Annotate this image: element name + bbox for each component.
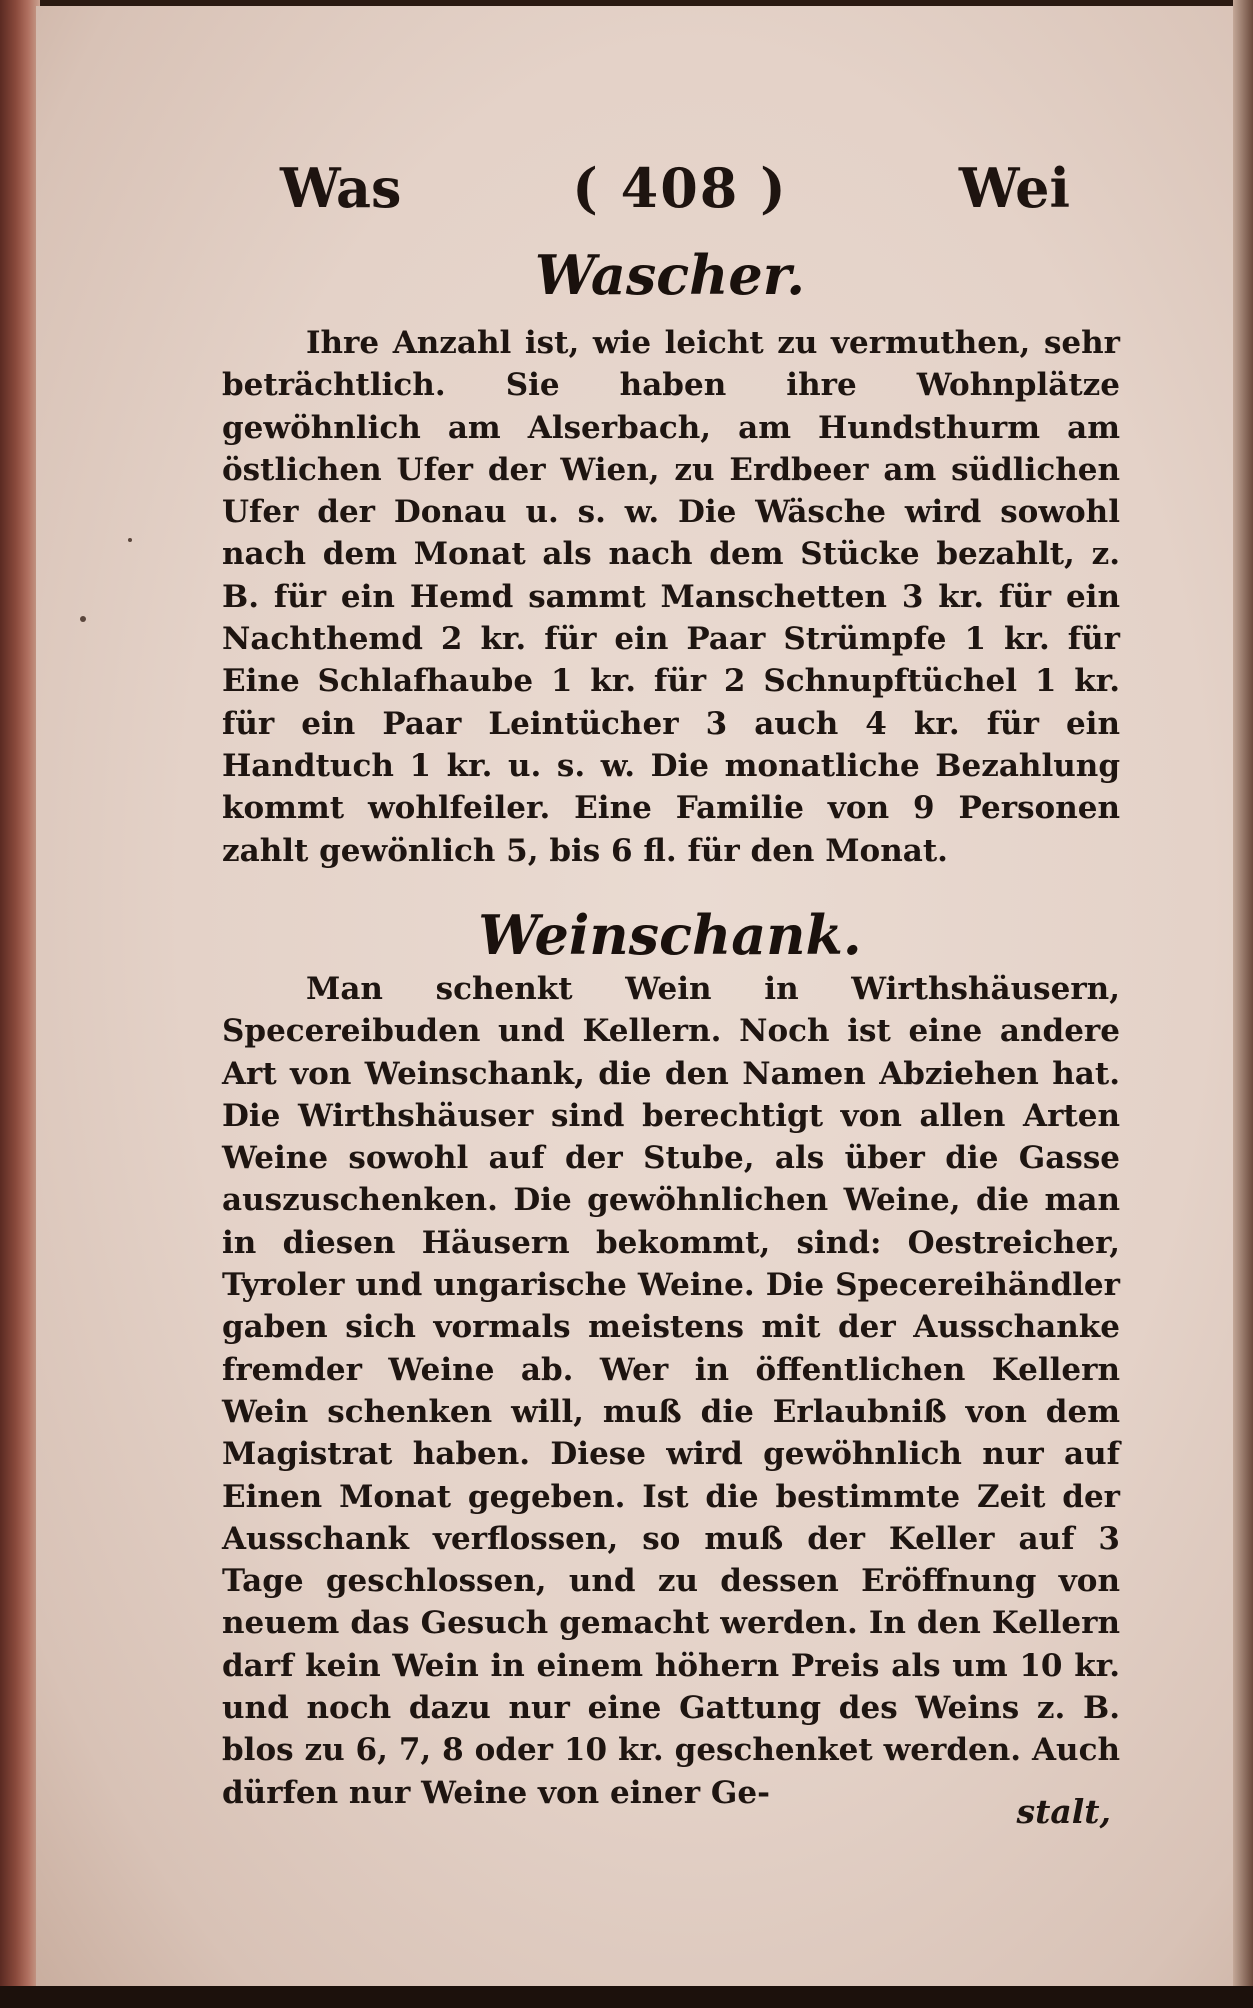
paper-speck xyxy=(80,616,86,622)
section-heading: Weinschank. xyxy=(478,903,862,967)
paper-speck xyxy=(128,538,132,542)
book-spine xyxy=(0,0,40,2008)
running-head-left: Was xyxy=(280,156,402,220)
page-shadow xyxy=(0,1986,1253,2008)
section-body: Ihre Anzahl ist, wie leicht zu vermuthen, sehr beträchtlich. Sie haben ihre Wohnplätze gewöhnlich am Alserbach, am Hundsthurm am östlichen Ufer der Wien, zu Erdbeer am südlichen Ufer der Donau u. s. w. Die Wäsche wird sowohl nach dem Monat als nach dem Stücke bezahlt, z. B. für ein Hemd sammt Manschetten 3 kr. für ein Nachthemd 2 kr. für ein Paar Strümpfe 1 kr. für Eine Schlafhaube 1 kr. für 2 Schnupftüchel 1 kr. für ein Paar Leintücher 3 auch 4 kr. für ein Handtuch 1 kr. u. s. w. Die monatliche Bezahlung kommt wohlfeiler. Eine Familie von 9 Personen zahlt gewönlich 5, bis 6 fl. für den Monat. xyxy=(222,325,1120,869)
running-head xyxy=(280,148,1070,228)
page-number: ( 408 ) xyxy=(572,156,788,220)
running-head-right: Wei xyxy=(958,156,1070,220)
page-edge xyxy=(1233,0,1253,2008)
section-body: Man schenkt Wein in Wirthshäusern, Specereibuden und Kellern. Noch ist eine andere Art von Weinschank, die den Namen Abziehen hat. Die Wirthshäuser sind berechtigt von allen Arten Weine sowohl auf der Stube, als über die Gasse auszuschenken. Die gewöhnlichen Weine, die man in diesen Häusern bekommt, sind: Oestreicher, Tyroler und ungarische Weine. Die Specereihändler gaben sich vormals meistens mit der Ausschanke fremder Weine ab. Wer in öffentlichen Kellern Wein schenken will, muß die Erlaubniß von dem Magistrat haben. Diese wird gewöhnlich nur auf Einen Monat gegeben. Ist die bestimmte Zeit der Ausschank verflossen, so muß der Keller auf 3 Tage geschlossen, und zu dessen Eröffnung von neuem das Gesuch gemacht werden. In den Kellern darf kein Wein in einem höhern Preis als um 10 kr. und noch dazu nur eine Gattung des Weins z. B. blos zu 6, 7, 8 oder 10 kr. geschenket werden. Auch dürfen nur Weine von einer Ge- xyxy=(222,971,1120,1811)
catchword: stalt, xyxy=(1016,1792,1111,1831)
section-heading: Wascher. xyxy=(534,243,806,307)
